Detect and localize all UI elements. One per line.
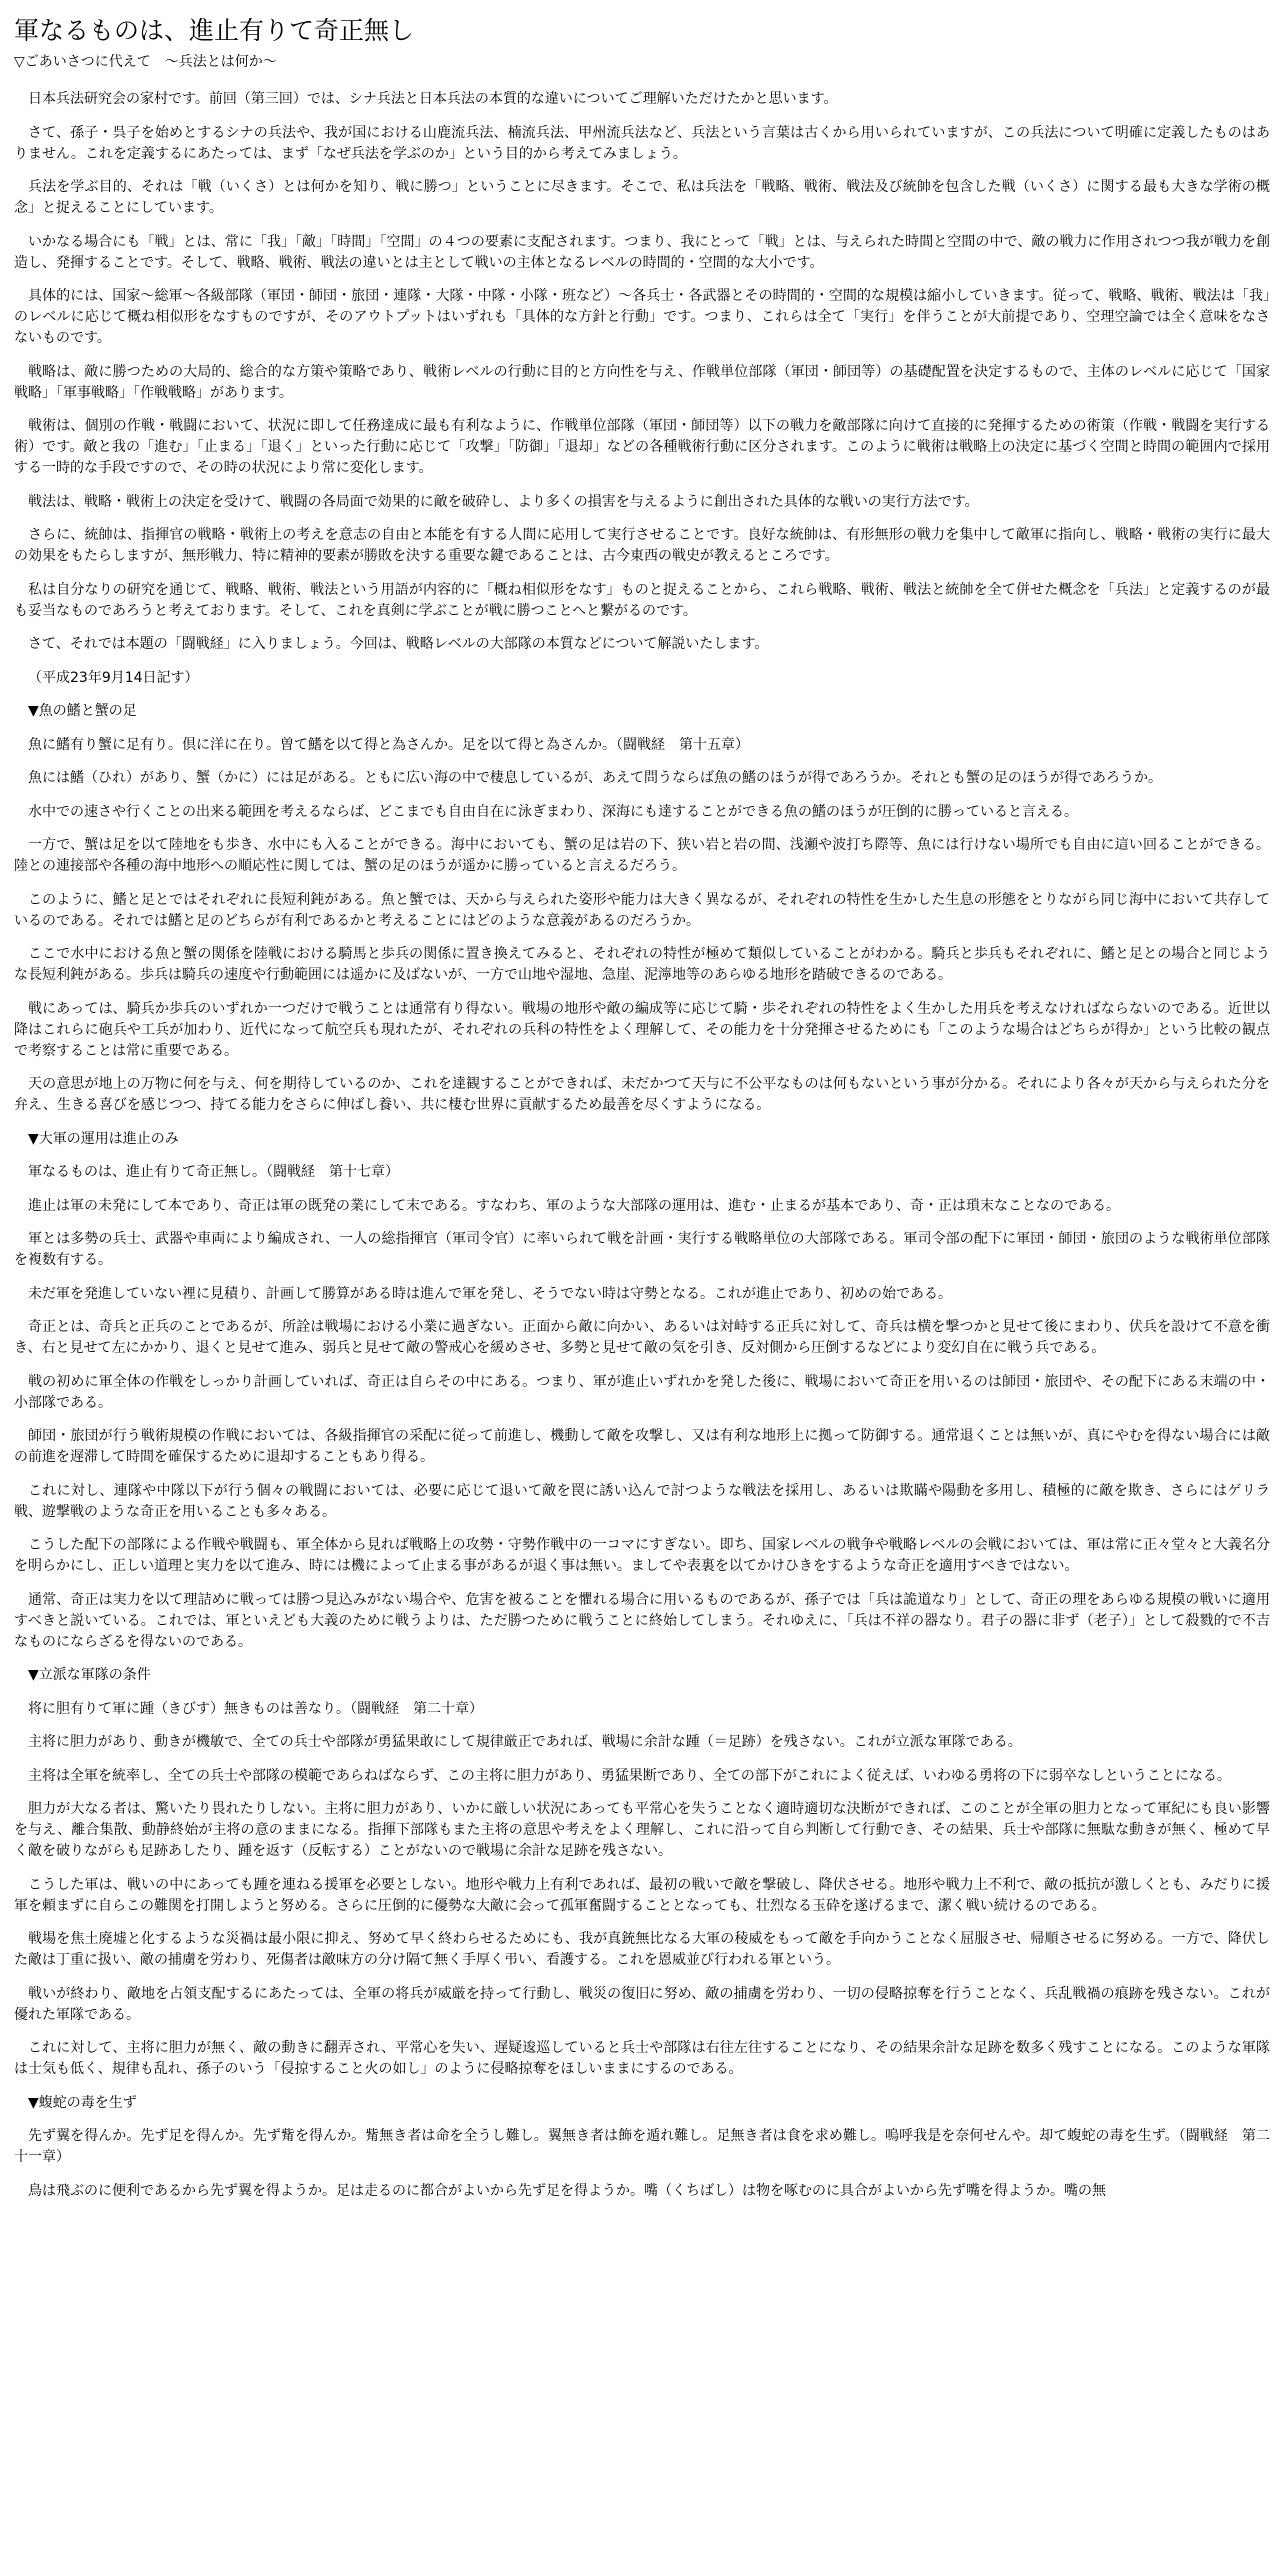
section-heading: ▼大軍の運用は進止のみ bbox=[28, 1130, 179, 1147]
intro-paragraph: 兵法を学ぶ目的、それは「戦（いくさ）とは何かを知り、戦に勝つ」ということに尽きます。そこで、私は兵法を「戦略、戦術、戦法及び統帥を包含した戦（いくさ）に関する最も大きな学術の概念」と捉えることにしています。 bbox=[14, 179, 1270, 216]
body-paragraph: 通常、奇正は実力を以て理詰めに戦っては勝つ見込みがない場合や、危害を被ることを懼れる場合に用いるものであるが、孫子では「兵は詭道なり」として、奇正の理をあらゆる規模の戦いに適用すべきと説いている。これでは、軍といえども大義のために戦うよりは、ただ勝つために戦うことに終始してしまう。それゆえに、「兵は不祥の器なり。君子の器に非ず（老子）」として殺戮的で不吉なものにならざるを得ないのである。 bbox=[14, 1591, 1270, 1650]
body-paragraph: 天の意思が地上の万物に何を与え、何を期待しているのか、これを達観することができれば、未だかつて天与に不公平なものは何もないという事が分かる。それにより各々が天から与えられた分を弁え、生きる喜びを感じつつ、持てる能力をさらに伸ばし養い、共に棲む世界に貢献するため最善を尽くすようになる。 bbox=[14, 1076, 1270, 1113]
body-paragraph: こうした配下の部隊による作戦や戦闘も、軍全体から見れば戦略上の攻勢・守勢作戦中の一コマにすぎない。即ち、国家レベルの戦争や戦略レベルの会戦においては、軍は常に正々堂々と大義名分を明らかにし、正しい道理と実力を以て進み、時には機によって止まる事があるが退く事は無い。ましてや表裏を以てかけひきをするような奇正を適用すべきではない。 bbox=[14, 1537, 1270, 1574]
body-paragraph: 主将に胆力があり、動きが機敏で、全ての兵士や部隊が勇猛果敢にして規律厳正であれば、戦場に余計な踵（＝足跡）を残さない。これが立派な軍隊である。 bbox=[28, 1734, 1022, 1750]
body-paragraph: 水中での速さや行くことの出来る範囲を考えるならば、どこまでも自由自在に泳ぎまわり、深海にも達することができる魚の鰭のほうが圧倒的に勝っていると言える。 bbox=[28, 803, 1078, 820]
body-paragraph: 未だ軍を発進していない裡に見積り、計画して勝算がある時は進んで軍を発し、そうでない時は守勢となる。これが進止であり、初めの始である。 bbox=[28, 1285, 952, 1302]
body-paragraph: 師団・旅団が行う戦術規模の作戦においては、各級指揮官の采配に従って前進し、機動して敵を攻撃し、又は有利な地形上に拠って防御する。通常退くことは無いが、真にやむを得ない場合には敵の前進を遅滞して時間を確保するために退却することもあり得る。 bbox=[14, 1428, 1270, 1465]
intro-paragraph: 戦術は、個別の作戦・戦闘において、状況に即して任務達成に最も有利なように、作戦単位部隊（軍団・師団等）以下の戦力を敵部隊に向けて直接的に発揮するための術策（作戦・戦闘を実行する術）です。敵と我の「進む」「止まる」「退く」といった行動に応じて「攻撃」「防御」「退却」などの各種戦術行動に区分されます。このように戦術は戦略上の決定に基づく空間と時間の範囲内で採用する一時的な手段ですので、その時の状況により常に変化します。 bbox=[14, 418, 1270, 476]
body-paragraph: 主将は全軍を統率し、全ての兵士や部隊の模範であらねばならず、この主将に胆力があり、勇猛果断であり、全ての部下がこれによく従えば、いわゆる勇将の下に弱卒なしということになる。 bbox=[28, 1767, 1231, 1784]
body-paragraph: 戦場を焦土廃墟と化するような災禍は最小限に抑え、努めて早く終わらせるためにも、我が真銃無比なる大軍の稜威をもって敵を手向かうことなく屈服させ、帰順させるに努める。一方で、降伏した敵は丁重に扱い、敵の捕虜を労わり、死傷者は敵味方の分け隔て無く手厚く弔い、看護する。これを恩威並び行われる軍という。 bbox=[14, 1931, 1270, 1968]
body-paragraph: これに対して、主将に胆力が無く、敵の動きに翻弄され、平常心を失い、遅疑逡巡していると兵士や部隊は右往左往することになり、その結果余計な足跡を数多く残すことになる。このような軍隊は士気も低く、規律も乱れ、孫子のいう「侵掠すること火の如し」のように侵略掠奪をほしいままにするのである。 bbox=[14, 2040, 1270, 2077]
body-paragraph: ここで水中における魚と蟹の関係を陸戦における騎馬と歩兵の関係に置き換えてみると、それぞれの特性が極めて類似していることがわかる。騎兵と歩兵もそれぞれに、鰭と足との場合と同じような長短利鈍がある。歩兵は騎兵の速度や行動範囲には遥かに及ばないが、一方で山地や湿地、急崖、泥濘地等のあらゆる地形を踏破できるのである。 bbox=[14, 946, 1270, 983]
body-paragraph: 軍とは多勢の兵士、武器や車両により編成され、一人の総指揮官（軍司令官）に率いられて戦を計画・実行する戦略単位の大部隊である。軍司令部の配下に軍団・師団・旅団のような戦術単位部隊を複数有する。 bbox=[14, 1231, 1270, 1268]
body-paragraph: 戦の初めに軍全体の作戦をしっかり計画していれば、奇正は自らその中にある。つまり、軍が進止いずれかを発した後に、戦場において奇正を用いるのは師団・旅団や、その配下にある末端の中・小部隊である。 bbox=[14, 1373, 1270, 1411]
quote-paragraph: 将に胆有りて軍に踵（きびす）無きものは善なり。（闘戦経 第二十章） bbox=[28, 1700, 483, 1717]
body-paragraph: これに対し、連隊や中隊以下が行う個々の戦闘においては、必要に応じて退いて敵を罠に誘い込んで討つような戦法を採用し、あるいは欺瞞や陽動を多用し、積極的に敵を欺き、さらにはゲリラ戦、遊撃戦のような奇正を用いることも多々ある。 bbox=[14, 1482, 1270, 1520]
body-paragraph: 鳥は飛ぶのに便利であるから先ず翼を得ようか。足は走るのに都合がよいから先ず足を得ようか。嘴（くちばし）は物を啄むのに具合がよいから先ず嘴を得ようか。嘴の無 bbox=[28, 2182, 1106, 2199]
quote-paragraph: 先ず翼を得んか。先ず足を得んか。先ず觜を得んか。觜無き者は命を全うし難し。翼無き者は飾を遁れ難し。足無き者は食を求め難し。嗚呼我是を奈何せんや。却て蝮蛇の毒を生ず。（闘戦経 第二十一章） bbox=[14, 2128, 1270, 2165]
section-heading: ▼蝮蛇の毒を生ず bbox=[28, 2094, 137, 2111]
intro-paragraph: 戦略は、敵に勝つための大局的、総合的な方策や策略であり、戦術レベルの行動に目的と方向性を与え、作戦単位部隊（軍団・師団等）の基礎配置を決定するもので、主体のレベルに応じて「国家戦略」「軍事戦略」「作戦戦略」があります。 bbox=[14, 363, 1270, 401]
intro-paragraph: さらに、統帥は、指揮官の戦略・戦術上の考えを意志の自由と本能を有する人間に応用して実行させることです。良好な統帥は、有形無形の戦力を集中して敵軍に指向し、戦略・戦術の実行に最大の効果をもたらしますが、無形戦力、特に精神的要素が勝敗を決する重要な鍵であることは、古今東西の戦史が教えるところです。 bbox=[14, 527, 1270, 564]
intro-paragraph: いかなる場合にも「戦」とは、常に「我」「敵」「時間」「空間」の４つの要素に支配されます。つまり、我にとって「戦」とは、与えられた時間と空間の中で、敵の戦力に作用されつつ我が戦力を創造し、発揮することです。そして、戦略、戦術、戦法の違いとは主として戦いの主体となるレベルの時間的・空間的な大小です。 bbox=[14, 233, 1270, 271]
intro-paragraph: 日本兵法研究会の家村です。前回（第三回）では、シナ兵法と日本兵法の本質的な違いについてご理解いただけたかと思います。 bbox=[28, 91, 838, 107]
quote-paragraph: 魚に鰭有り蟹に足有り。倶に洋に在り。曽て鰭を以て得と為さんか。足を以て得と為さんか。（闘戦経 第十五章） bbox=[28, 736, 749, 753]
body-paragraph: 戦にあっては、騎兵か歩兵のいずれか一つだけで戦うことは通常有り得ない。戦場の地形や敵の編成等に応じて騎・歩それぞれの特性をよく生かした用兵を考えなければならないのである。近世以降はこれらに砲兵や工兵が加わり、近代になって航空兵も現れたが、それぞれの兵科の特性をよく理解して、その能力を十分発揮させるためにも「このような場合はどちらが得か」という比較の観点で考察することは常に重要である。 bbox=[14, 1000, 1270, 1059]
body-paragraph: 一方で、蟹は足を以て陸地をも歩き、水中にも入ることができる。海中においても、蟹の足は岩の下、狭い岩と岩の間、浅瀬や波打ち際等、魚には行けない場所でも自由に這い回ることができる。陸との連接部や各種の海中地形への順応性に関しては、蟹の足のほうが遥かに勝っていると言えるだろう。 bbox=[14, 837, 1270, 874]
intro-paragraph: さて、それでは本題の「闘戦経」に入りましょう。今回は、戦略レベルの大部隊の本質などについて解説いたします。 bbox=[28, 636, 769, 652]
intro-paragraph: 具体的には、国家～総軍～各級部隊（軍団・師団・旅団・連隊・大隊・中隊・小隊・班など）～各兵士・各武器とその時間的・空間的な規模は縮小していきます。従って、戦略、戦術、戦法は「我」のレベルに応じて概ね相似形をなすものですが、そのアウトプットはいずれも「具体的な方針と行動」です。つまり、これらは全て「実行」を伴うことが大前提であり、空理空論では全く意味をなさないものです。 bbox=[14, 288, 1270, 346]
body-paragraph: 進止は軍の未発にして本であり、奇正は軍の既発の業にして末である。すなわち、軍のような大部隊の運用は、進む・止まるが基本であり、奇・正は瑣末なことなのである。 bbox=[28, 1197, 1120, 1214]
section-heading: ▼魚の鰭と蟹の足 bbox=[28, 703, 137, 719]
intro-paragraph: 私は自分なりの研究を通じて、戦略、戦術、戦法という用語が内容的に「概ね相似形をなす」ものと捉えることから、これら戦略、戦術、戦法と統帥を全て併せた概念を「兵法」と定義するのが最も妥当なものであろうと考えております。そして、これを真剣に学ぶことが戦に勝つことへと繋がるのです。 bbox=[14, 581, 1270, 619]
article-body bbox=[14, 89, 1270, 2202]
body-paragraph: 胆力が大なる者は、驚いたり畏れたりしない。主将に胆力があり、いかに厳しい状況にあっても平常心を失うことなく適時適切な決断ができれば、このことが全軍の胆力となって軍紀にも良い影響を与え、離合集散、動静終始が主将の意のままになる。指揮下部隊もまた主将の意思や考えをよく理解し、これに沿って自ら判断して行動でき、その結果、兵士や部隊に無駄な動きが無く、極めて早く敵を破りながらも足跡あしたり、踵を返す（反転する）ことがないので戦場に余計な足跡を残さない。 bbox=[14, 1801, 1270, 1859]
intro-paragraph: さて、孫子・呉子を始めとするシナの兵法や、我が国における山鹿流兵法、楠流兵法、甲州流兵法など、兵法という言葉は古くから用いられていますが、この兵法について明確に定義したものはありません。これを定義するにあたっては、まず「なぜ兵法を学ぶのか」という目的から考えてみましょう。 bbox=[14, 124, 1270, 162]
page-subtitle: ▽ごあいさつに代えて ～兵法とは何か～ bbox=[14, 54, 277, 70]
body-paragraph: 奇正とは、奇兵と正兵のことであるが、所詮は戦場における小業に過ぎない。正面から敵に向かい、あるいは対峙する正兵に対して、奇兵は横を撃つかと見せて後にまわり、伏兵を設けて不意を衝き、右と見せて左にかかり、退くと見せて進み、弱兵と見せて敵の警戒心を緩めさせ、多勢と見せて敵の気を引き、反対側から圧倒するなどにより変幻自在に戦う兵である。 bbox=[14, 1319, 1270, 1356]
quote-paragraph: 軍なるものは、進止有りて奇正無し。（闘戦経 第十七章） bbox=[28, 1164, 399, 1180]
section-heading: ▼立派な軍隊の条件 bbox=[28, 1667, 151, 1683]
body-paragraph: 戦いが終わり、敵地を占領支配するにあたっては、全軍の将兵が威厳を持って行動し、戦災の復旧に努め、敵の捕虜を労わり、一切の侵略掠奪を行うことなく、兵乱戦禍の痕跡を残さない。これが優れた軍隊である。 bbox=[14, 1985, 1270, 2023]
page-title: 軍なるものは、進止有りて奇正無し bbox=[14, 16, 415, 45]
intro-paragraph: 戦法は、戦略・戦術上の決定を受けて、戦闘の各局面で効果的に敵を破砕し、より多くの損害を与えるように創出された具体的な戦いの実行方法です。 bbox=[28, 493, 979, 510]
body-paragraph: このように、鰭と足とではそれぞれに長短利鈍がある。魚と蟹では、天から与えられた姿形や能力は大きく異なるが、それぞれの特性を生かした生息の形態をとりながら同じ海中において共存しているのである。それでは鰭と足のどちらが有利であるかと考えることにはどのような意義があるのだろうか。 bbox=[14, 891, 1270, 929]
body-paragraph: 魚には鰭（ひれ）があり、蟹（かに）には足がある。ともに広い海の中で棲息しているが、あえて問うならば魚の鰭のほうが得であろうか。それとも蟹の足のほうが得であろうか。 bbox=[28, 770, 1162, 786]
body-paragraph: こうした軍は、戦いの中にあっても踵を連ねる援軍を必要としない。地形や戦力上有利であれば、最初の戦いで敵を撃破し、降伏させる。地形や戦力上不利で、敵の抵抗が激しくとも、みだりに援軍を頼まずに自らこの難関を打開しようと努める。さらに圧倒的に優勢な大敵に会って孤軍奮闘することとなっても、壮烈なる玉砕を遂げるまで、潔く戦い続けるのである。 bbox=[14, 1876, 1270, 1914]
date-note: （平成23年9月14日記す） bbox=[28, 669, 199, 686]
